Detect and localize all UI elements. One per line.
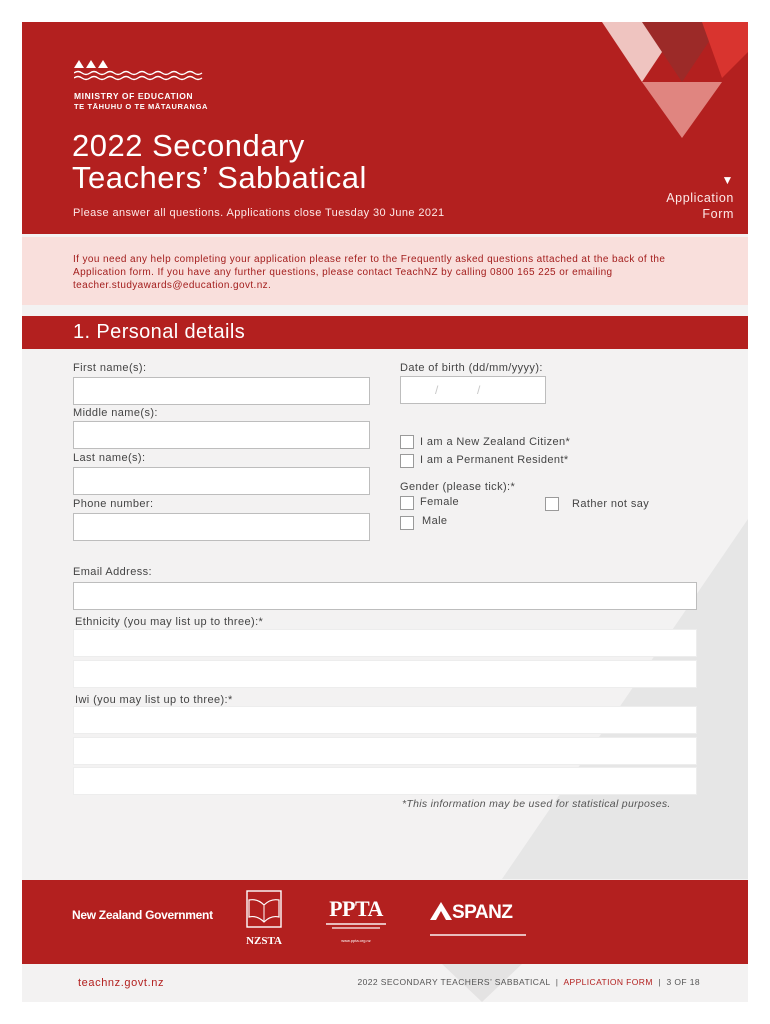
spanz-subtitle-graphic <box>430 933 526 937</box>
dob-label: Date of birth (dd/mm/yyyy): <box>400 362 543 374</box>
triangle-down-icon: ▼ <box>721 173 734 187</box>
middle-name-field[interactable] <box>73 421 370 449</box>
phone-field[interactable] <box>73 513 370 541</box>
footer-separator-2: | <box>658 977 661 987</box>
logo-text-english: MINISTRY OF EDUCATION <box>74 91 194 101</box>
ppta-subtitle-graphic <box>324 921 388 933</box>
ethnicity-field-1[interactable] <box>73 629 697 657</box>
permanent-resident-label: I am a Permanent Resident* <box>420 454 569 466</box>
gender-male-checkbox[interactable] <box>400 516 414 530</box>
spanz-logo-wrapper <box>430 902 526 924</box>
mountain-icon <box>430 902 452 920</box>
dob-field[interactable] <box>400 376 546 404</box>
ministry-logo <box>74 58 208 111</box>
application-form-label <box>666 172 734 222</box>
gender-rather-not-say-checkbox[interactable] <box>545 497 559 511</box>
permanent-resident-checkbox[interactable] <box>400 454 414 468</box>
help-notice-text: If you need any help completing your application please refer to the Frequently asked questions attached at the back of the Application form. If you have any further questions, please contact TeachNZ by calling 0800 165 225 or emailing teacher.studyawards@education.govt.nz. <box>73 254 666 291</box>
spanz-logo-text: SPANZ <box>452 902 513 923</box>
dob-separator-1: / <box>435 383 439 397</box>
first-name-field[interactable] <box>73 377 370 405</box>
iwi-field-2[interactable] <box>73 737 697 765</box>
last-name-field[interactable] <box>73 467 370 495</box>
deadline-subtitle: Please answer all questions. Applications close Tuesday 30 June 2021 <box>73 207 445 219</box>
footer-url-link[interactable]: teachnz.govt.nz <box>78 977 165 989</box>
footer-breadcrumb <box>358 977 701 987</box>
title-line-1: 2022 Secondary <box>72 128 305 163</box>
statistical-note: *This information may be used for statistical purposes. <box>402 798 671 810</box>
ppta-logo-text: PPTA <box>329 896 383 921</box>
nz-government-logo: New Zealand Government <box>72 908 213 922</box>
gender-female-label: Female <box>420 496 460 508</box>
form-label-line-2: Form <box>702 207 734 221</box>
gender-rather-not-say-label: Rather not say <box>572 498 650 510</box>
decorative-triangles <box>582 22 748 152</box>
email-label: Email Address: <box>73 566 152 578</box>
personal-details-form <box>22 349 748 879</box>
middle-name-label: Middle name(s): <box>73 407 158 419</box>
page-title <box>72 130 367 194</box>
gender-label: Gender (please tick):* <box>400 481 516 493</box>
section-title: 1. Personal details <box>73 321 246 343</box>
page-footer <box>22 964 748 1002</box>
form-label-line-1: Application <box>666 191 734 205</box>
nz-citizen-checkbox[interactable] <box>400 435 414 449</box>
phone-label: Phone number: <box>73 498 154 510</box>
last-name-label: Last name(s): <box>73 452 146 464</box>
book-icon <box>246 890 282 928</box>
iwi-label: Iwi (you may list up to three):* <box>75 694 233 706</box>
dob-separator-2: / <box>477 383 481 397</box>
spanz-logo <box>430 902 526 942</box>
logo-text-maori: TE TĀHUHU O TE MĀTAURANGA <box>74 102 209 111</box>
section-header <box>22 316 748 349</box>
first-name-label: First name(s): <box>73 362 147 374</box>
footer-doc-title: 2022 SECONDARY TEACHERS’ SABBATICAL <box>357 977 551 987</box>
header-banner <box>22 22 748 234</box>
nzsta-logo <box>242 890 286 947</box>
ministry-mark-icon <box>74 58 204 84</box>
iwi-field-3[interactable] <box>73 767 697 795</box>
title-line-2: Teachers’ Sabbatical <box>72 160 367 195</box>
help-notice <box>22 237 748 305</box>
gender-male-label: Male <box>422 515 448 527</box>
footer-logo-band <box>22 880 748 964</box>
ethnicity-label: Ethnicity (you may list up to three):* <box>75 616 264 628</box>
footer-page-number: 3 OF 18 <box>666 977 700 987</box>
ppta-url: www.ppta.org.nz <box>341 938 371 943</box>
email-field[interactable] <box>73 582 697 610</box>
footer-form-label: APPLICATION FORM <box>563 977 653 987</box>
footer-separator-1: | <box>555 977 559 987</box>
gender-female-checkbox[interactable] <box>400 496 414 510</box>
ppta-logo <box>324 898 388 943</box>
iwi-field-1[interactable] <box>73 706 697 734</box>
nzsta-logo-text: NZSTA <box>246 935 282 947</box>
document-page <box>22 22 748 1002</box>
ethnicity-field-2[interactable] <box>73 660 697 688</box>
nz-citizen-label: I am a New Zealand Citizen* <box>420 436 571 448</box>
